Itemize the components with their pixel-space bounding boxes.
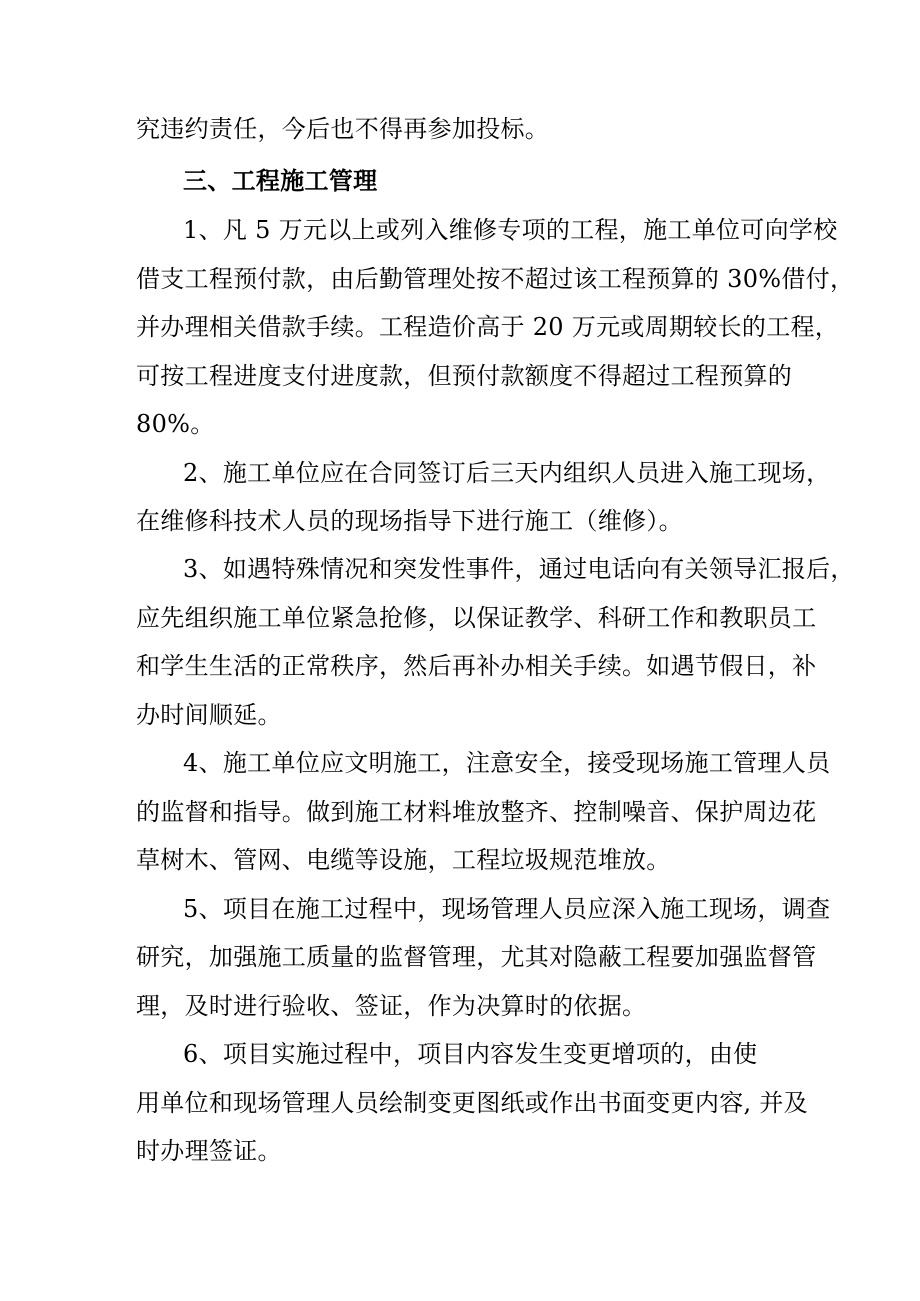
text-line: 1、凡 5 万元以上或列入维修专项的工程，施工单位可向学校 (183, 216, 838, 244)
text-line: 6、项目实施过程中，项目内容发生变更增项的，由使 (183, 1040, 758, 1068)
text-line: 办时间顺延。 (136, 701, 282, 729)
text-line: 2、施工单位应在合同签订后三天内组织人员进入施工现场， (183, 459, 831, 487)
text-line: 可按工程进度支付进度款，但预付款额度不得超过工程预算的 (136, 362, 793, 390)
text-line: 和学生生活的正常秩序，然后再补办相关手续。如遇节假日，补 (136, 652, 817, 680)
text-line: 理，及时进行验收、签证，作为决算时的依据。 (136, 992, 647, 1020)
text-line: 5、项目在施工过程中，现场管理人员应深入施工现场，调查 (183, 895, 831, 923)
text-line: 80%。 (136, 410, 215, 438)
text-line: 时办理签证。 (136, 1137, 282, 1165)
text-line: 3、如遇特殊情况和突发性事件，通过电话向有关领导汇报后， (183, 555, 855, 583)
text-line: 应先组织施工单位紧急抢修，以保证教学、科研工作和教职员工 (136, 604, 817, 632)
text-line: 4、施工单位应文明施工，注意安全，接受现场施工管理人员 (183, 749, 831, 777)
text-line: 的监督和指导。做到施工材料堆放整齐、控制噪音、保护周边花 (136, 798, 817, 826)
section-heading: 三、工程施工管理 (183, 166, 378, 195)
text-line: 用单位和现场管理人员绘制变更图纸或作出书面变更内容, 并及 (136, 1089, 808, 1117)
text-line: 在维修科技术人员的现场指导下进行施工（维修）。 (136, 507, 683, 535)
text-line: 草树木、管网、电缆等设施，工程垃圾规范堆放。 (136, 846, 671, 874)
text-line: 究违约责任，今后也不得再参加投标。 (136, 115, 550, 143)
text-line: 并办理相关借款手续。工程造价高于 20 万元或周期较长的工程， (136, 313, 840, 341)
text-line: 研究，加强施工质量的监督管理，尤其对隐蔽工程要加强监督管 (136, 943, 817, 971)
text-line: 借支工程预付款，由后勤管理处按不超过该工程预算的 30%借付， (136, 265, 855, 293)
